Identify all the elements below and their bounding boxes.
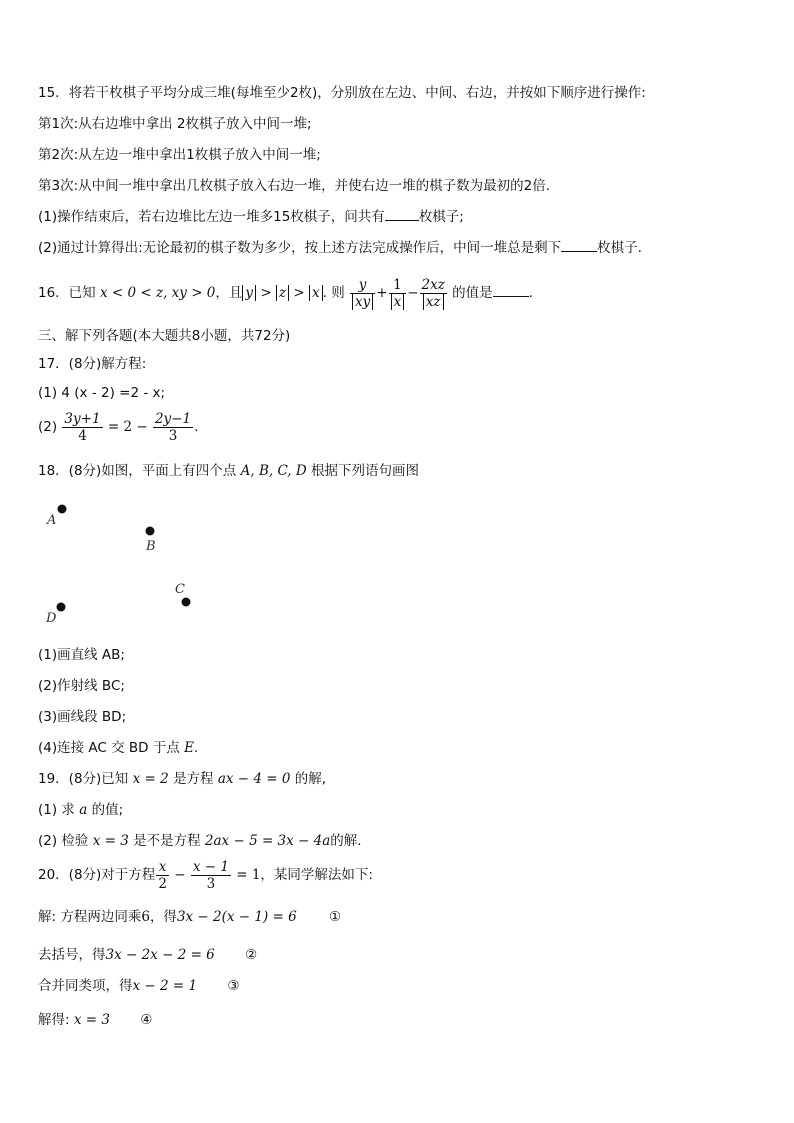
q15-part1-text: (1)操作结束后，若右边堆比左边一堆多15枚棋子，问共有 <box>38 209 385 225</box>
q16-gt-1: > <box>256 285 276 301</box>
point-b-label: B <box>146 539 156 554</box>
q16-abs-z: z <box>276 285 289 301</box>
q16-abs-y: y <box>242 285 256 301</box>
q20-step2-marker: ② <box>245 947 258 963</box>
q17-f1-den: 4 <box>78 427 87 444</box>
q18-point-e: E <box>184 740 195 756</box>
q16-mid: ，且 <box>215 285 243 301</box>
q17-part1: (1) 4 (x - 2) =2 - x; <box>38 385 166 401</box>
q20-step1-text: 解: 方程两边同乘 <box>38 909 142 925</box>
q16-fraction-2 <box>389 277 407 310</box>
q20-fraction-1 <box>156 859 169 892</box>
section3-heading: 三、解下列各题(本大题共8小题，共72分) <box>38 328 291 344</box>
q17-fraction-2 <box>153 411 193 444</box>
q17-f1-num: 3y+1 <box>64 410 101 427</box>
q20-f2-den: 3 <box>206 875 216 892</box>
q15-step3: 第3次:从中间一堆中拿出几枚棋子放入右边一堆，并使右边一堆的棋子数为最初的2倍. <box>38 178 551 194</box>
q17-part2-label: (2) <box>38 419 58 435</box>
q20-fraction-2 <box>191 859 231 892</box>
q19-stem <box>38 770 326 788</box>
q18-figure <box>40 498 220 628</box>
point-c-label: C <box>175 582 185 597</box>
q16-gt-2: > <box>289 285 309 301</box>
q18-stem <box>38 462 419 480</box>
q15-part1-blank <box>385 208 419 221</box>
q20-step2-text: 去括号，得 <box>38 947 106 963</box>
q16-f2-den: x <box>391 294 405 310</box>
q18-part4-text: (4)连接 AC 交 BD 于点 <box>38 740 180 756</box>
q18-part2: (2)作射线 BC; <box>38 678 125 694</box>
q20-step1-mid: ，得 <box>149 909 177 925</box>
q20-equals: = 1 <box>231 867 261 883</box>
q16-f3-num: 2xz <box>421 276 445 293</box>
point-d-label: D <box>46 611 57 626</box>
q16-end: . <box>528 285 533 301</box>
q20-step2-equation: 3x − 2x − 2 = 6 <box>105 947 215 963</box>
q17-f2-num: 2y−1 <box>154 410 192 427</box>
q17-part2-end: . <box>194 419 199 435</box>
q19-part2-end: 的解. <box>330 833 362 849</box>
q15-part2 <box>38 239 642 257</box>
q19-part2 <box>38 832 362 850</box>
q15-step1: 第1次:从右边堆中拿出 2枚棋子放入中间一堆; <box>38 116 312 132</box>
q16-fraction-3 <box>420 277 447 310</box>
q15-part1 <box>38 208 464 226</box>
q19-variable-a: a <box>79 802 88 818</box>
q19-part2-text: (2) 检验 <box>38 833 89 849</box>
point-d <box>57 603 66 612</box>
q20-step1-number: 6 <box>141 909 150 925</box>
point-c <box>182 598 191 607</box>
q18-part1: (1)画直线 AB; <box>38 647 125 663</box>
point-b <box>146 527 155 536</box>
q20-step4-marker: ④ <box>140 1012 153 1028</box>
q20-step1-equation: 3x − 2(x − 1) = 6 <box>176 909 297 925</box>
q18-points: A, B, C, D <box>240 463 307 479</box>
q19-part1-text: (1) 求 <box>38 802 75 818</box>
q20-step2 <box>38 946 257 964</box>
q19-part1-end: 的值; <box>91 802 124 818</box>
q19-part2-equation: 2ax − 5 = 3x − 4a <box>204 833 331 849</box>
q20-step4 <box>38 1011 152 1029</box>
q17-equals: = 2 − <box>103 419 152 435</box>
q17-part2 <box>38 410 198 444</box>
q20-step4-equation: x = 3 <box>73 1012 110 1028</box>
q16-prefix: 16．已知 <box>38 285 96 301</box>
q16-f1-den: xy <box>352 294 373 310</box>
q20-step1 <box>38 908 341 926</box>
q18-part3: (3)画线段 BD; <box>38 709 127 725</box>
q17-stem: 17．(8分)解方程: <box>38 356 147 372</box>
q16-suffix: 的值是 <box>452 285 493 301</box>
q15-part2-end: 枚棋子. <box>597 240 642 256</box>
q19-condition: x = 2 <box>132 771 169 787</box>
q17-fraction-1 <box>62 411 102 444</box>
q19-stem-b: 是方程 <box>173 771 214 787</box>
q20-stem-a: 20．(8分)对于方程 <box>38 867 156 883</box>
q20-step3-marker: ③ <box>227 978 240 994</box>
q19-stem-a: 19．(8分)已知 <box>38 771 129 787</box>
q20-stem-b: ，某同学解法如下: <box>260 867 373 883</box>
q18-part4-end: . <box>194 740 199 756</box>
q18-stem-b: 根据下列语句画图 <box>311 463 419 479</box>
q18-part4 <box>38 739 198 757</box>
q20-step4-text: 解得: <box>38 1012 70 1028</box>
q16-stem: 16．已知 x < 0 < z, xy > 0，且 y > z > x . 则 $\frac{y}{xy}$ + $\frac{1}{x}$ − $\frac{2xz}{xz}$ 的值是 . <box>38 276 533 310</box>
q16-f2-num: 1 <box>389 277 407 294</box>
q16-f1-num: y <box>350 277 375 294</box>
q20-f2-num: x − 1 <box>192 858 229 875</box>
q16-abs-x: x <box>309 285 323 301</box>
q15-part2-blank <box>561 239 597 252</box>
q20-f1-den: 2 <box>158 875 167 892</box>
point-a <box>58 505 67 514</box>
q20-step3-equation: x − 2 = 1 <box>132 978 198 994</box>
q20-step3 <box>38 977 240 995</box>
q18-stem-a: 18．(8分)如图，平面上有四个点 <box>38 463 237 479</box>
q19-part1 <box>38 801 123 819</box>
q20-f1-num: x <box>156 859 169 876</box>
q19-part2-mid: 是不是方程 <box>133 833 201 849</box>
q19-stem-c: 的解, <box>294 771 327 787</box>
q15-part1-end: 枚棋子; <box>418 209 464 225</box>
q20-stem <box>38 858 373 892</box>
q15-stem: 15．将若干枚棋子平均分成三堆(每堆至少2枚)，分别放在左边、中间、右边，并按如下顺序进行操作: <box>38 85 646 101</box>
q15-step2: 第2次:从左边一堆中拿出1枚棋子放入中间一堆; <box>38 147 321 163</box>
q16-f3-den: xz <box>423 294 444 310</box>
q19-part2-condition: x = 3 <box>92 833 129 849</box>
q20-step1-marker: ① <box>329 909 342 925</box>
q15-part2-text: (2)通过计算得出:无论最初的棋子数为多少，按上述方法完成操作后，中间一堆总是剩下 <box>38 240 562 256</box>
q16-answer-blank <box>493 284 529 297</box>
point-a-label: A <box>47 513 57 528</box>
q20-step3-text: 合并同类项，得 <box>38 978 133 994</box>
q20-minus: − <box>169 867 190 883</box>
q19-equation: ax − 4 = 0 <box>217 771 291 787</box>
q17-f2-den: 3 <box>168 427 178 444</box>
q16-condition1: x < 0 < z, xy > 0 <box>99 285 216 301</box>
q16-fraction-1 <box>350 277 375 310</box>
q16-then: . 则 <box>322 285 345 301</box>
